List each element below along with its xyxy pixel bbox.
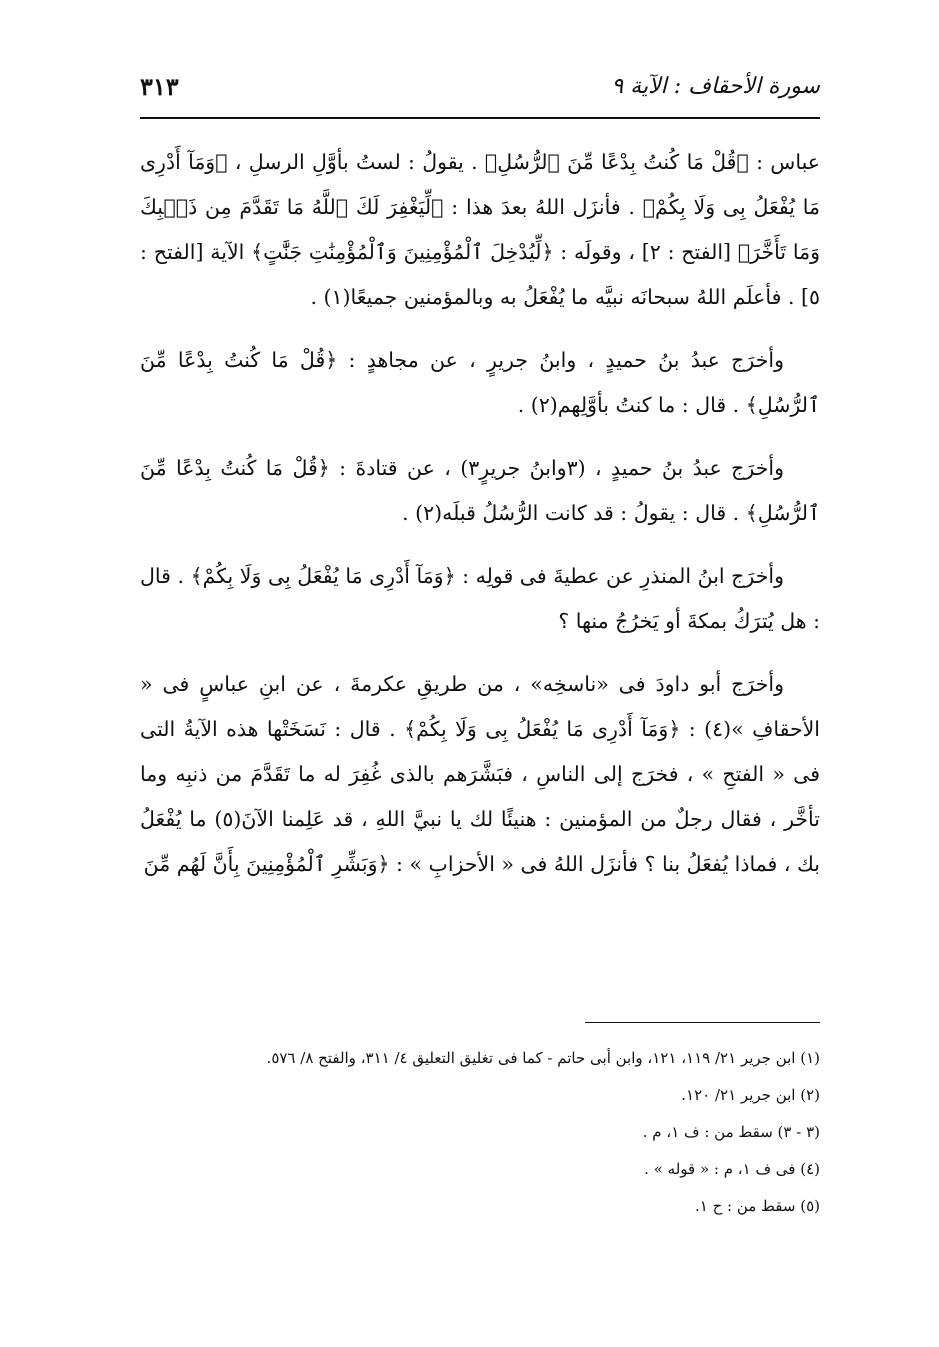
footnote-divider bbox=[585, 1022, 820, 1023]
running-title: سورة الأحقاف : الآية ٩ bbox=[611, 74, 820, 99]
header-divider bbox=[140, 117, 820, 119]
footnote-1: (١) ابن جرير ٢١/ ١١٩، ١٢١، وابن أبى حاتم - كما فى تغليق التعليق ٤/ ٣١١، والفتح ٨/ ٥٧٦. bbox=[266, 1049, 820, 1067]
footnote-3: (٣ - ٣) سقط من : ف ١، م . bbox=[642, 1123, 820, 1141]
main-text bbox=[140, 140, 820, 905]
paragraph-3: وأخرَج عبدُ بنُ حميدٍ ، (٣وابنُ جريرٍ٣) ، عن قتادةَ : ﴿قُلْ مَا كُنتُ بِدْعًا مِّنَ ٱلرُّسُلِ﴾ . قال : يقولُ : قد كانت الرُّسُلُ قبلَه(٢) . bbox=[140, 456, 820, 525]
footnotes bbox=[140, 1040, 820, 1225]
paragraph-4: وأخرَج ابنُ المنذرِ عن عطيةَ فى قولِه : ﴿وَمَآ أَدْرِى مَا يُفْعَلُ بِى وَلَا بِكُمْ﴾ . قال : هل يُترَكُ بمكةَ أو يَخرُجُ منها ؟ bbox=[140, 564, 820, 633]
paragraph-1: عباس : ﴿قُلْ مَا كُنتُ بِدْعًا مِّنَ ٱلرُّسُلِ﴾ . يقولُ : لستُ بأوَّلِ الرسلِ ، ﴿وَمَآ أَدْرِى مَا يُفْعَلُ بِى وَلَا بِكُمْ﴾ . فأنزَل اللهُ بعدَ هذا : ﴿لِّيَغْفِرَ لَكَ ٱللَّهُ مَا تَقَدَّمَ مِن ذَنۢبِكَ وَمَا تَأَخَّرَ﴾ [الفتح : ٢] ، وقولَه : ﴿لِّيُدْخِلَ ٱلْمُؤْمِنِينَ وَٱلْمُؤْمِنَٰتِ جَنَّٰتٍ﴾ الآية [الفتح : ٥] . فأعلَم اللهُ سبحانَه نبيَّه ما يُفْعَلُ به وبالمؤمنين جميعًا(١) . bbox=[140, 150, 820, 309]
paragraph-2: وأخرَج عبدُ بنُ حميدٍ ، وابنُ جريرٍ ، عن مجاهدٍ : ﴿قُلْ مَا كُنتُ بِدْعًا مِّنَ ٱلرُّسُلِ﴾ . قال : ما كنتُ بأوَّلِهم(٢) . bbox=[140, 348, 820, 417]
footnote-4: (٤) فى ف ١، م : « قوله » . bbox=[644, 1160, 820, 1178]
page-number: ٣١٣ bbox=[140, 72, 179, 101]
paragraph-5: وأخرَج أبو داودَ فى «ناسخِه» ، من طريقِ عكرمةَ ، عن ابنِ عباسٍ فى « الأحقافِ »(٤) : ﴿وَمَآ أَدْرِى مَا يُفْعَلُ بِى وَلَا بِكُمْ﴾ . قال : نَسَخَتْها هذه الآيةُ التى فى « الفتحِ » ، فخرَج إلى الناسِ ، فبَشَّرَهم بالذى غُفِرَ له ما تَقَدَّمَ من ذنبِه وما تأخَّر ، فقال رجلٌ من المؤمنين : هنيئًا لك يا نبيَّ اللهِ ، قد عَلِمنا الآنَ(٥) ما يُفْعَلُ بك ، فماذا يُفعَلُ بنا ؟ فأنزَل اللهُ فى « الأحزابِ » : ﴿وَبَشِّرِ ٱلْمُؤْمِنِينَ بِأَنَّ لَهُم مِّنَ bbox=[140, 672, 821, 876]
footnote-2: (٢) ابن جرير ٢١/ ١٢٠. bbox=[681, 1086, 820, 1104]
page-header bbox=[140, 66, 820, 114]
footnote-5: (٥) سقط من : ح ١. bbox=[694, 1197, 820, 1215]
